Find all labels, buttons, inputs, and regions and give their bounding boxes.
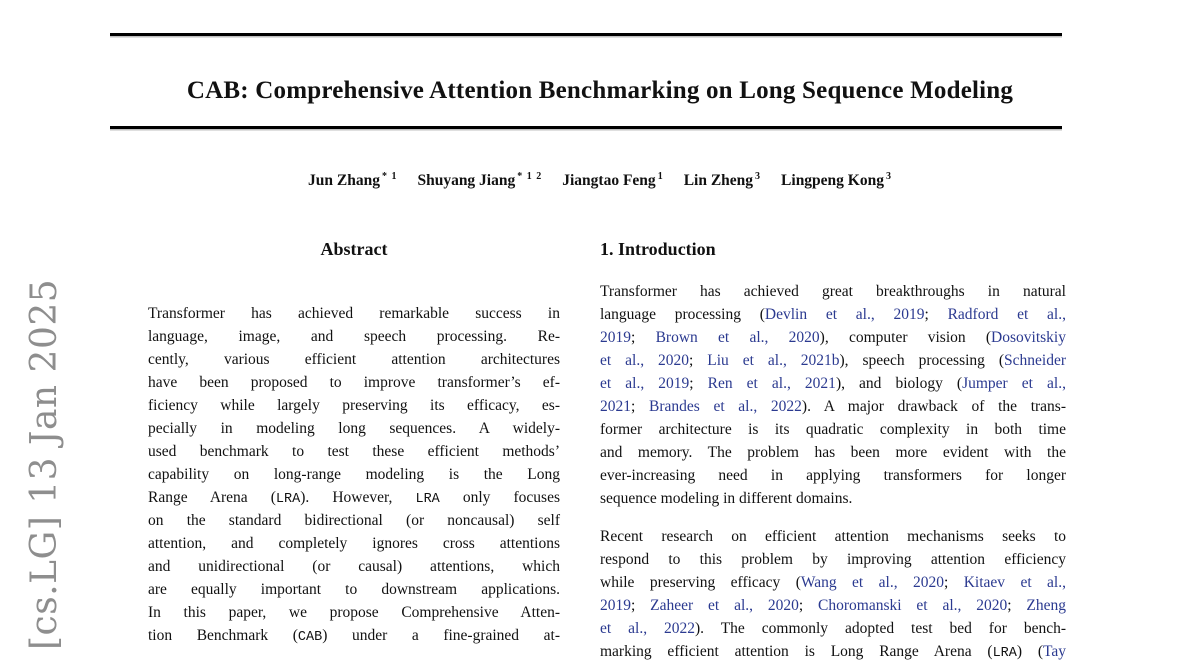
citation-link[interactable]: Radford et al., [947, 306, 1066, 323]
text-line: respond to this problem by improving attention efficiency [600, 551, 1066, 568]
text-line: Transformer has achieved great breakthroughs in natural [600, 283, 1066, 300]
author-name: Jiangtao Feng [562, 172, 656, 190]
title-rule-bottom [110, 126, 1062, 129]
section-heading-introduction: 1. Introduction [600, 239, 716, 259]
monospace-term: LRA [992, 646, 1017, 661]
author [562, 172, 663, 189]
citation-link[interactable]: Brandes et al., 2022 [648, 398, 802, 415]
monospace-term: LRA [275, 492, 301, 507]
text-line: and memory. The problem has been more evident with the [600, 444, 1066, 461]
citation-link[interactable]: Devlin et al., 2019 [764, 306, 925, 323]
citation-link[interactable]: Zaheer et al., 2020 [650, 597, 799, 614]
text-line: pecially in modeling long sequences. A widely- [148, 420, 560, 437]
text-line: et al., 2019; Ren et al., 2021), and biology (Jumper et al., [600, 375, 1066, 392]
citation-link[interactable]: 2019 [600, 329, 631, 346]
citation-link[interactable]: Jumper et al., [962, 375, 1066, 392]
citation-link[interactable]: Wang et al., 2020 [800, 574, 944, 591]
text-line: tion Benchmark (CAB) under a fine-grained at- [148, 627, 560, 645]
citation-link[interactable]: 2021 [600, 398, 631, 415]
citation-link[interactable]: Ren et al., 2021 [707, 375, 836, 392]
monospace-term: CAB [297, 630, 323, 645]
text-line: attention, and completely ignores cross attentions [148, 535, 560, 552]
text-line: 2021; Brandes et al., 2022). A major drawback of the trans- [600, 398, 1067, 415]
author [684, 172, 761, 189]
text-line: former architecture is its quadratic complexity in both time [600, 421, 1066, 438]
citation-link[interactable]: et al., 2019 [600, 375, 690, 392]
text-line: et al., 2020; Liu et al., 2021b), speech processing (Schneider [600, 352, 1066, 369]
text-line: ever-increasing need in applying transformers for longer [600, 467, 1066, 484]
citation-link[interactable]: et al., 2022 [600, 620, 696, 637]
text-line: Range Arena (LRA). However, LRA only focuses [148, 489, 560, 507]
citation-link[interactable]: Choromanski et al., 2020 [818, 597, 1008, 614]
text-line: cently, various efficient attention architectures [148, 351, 560, 368]
citation-link[interactable]: Zheng [1026, 597, 1067, 614]
author [308, 172, 397, 189]
author-affiliation-superscript: 1 [657, 171, 664, 182]
monospace-term: LRA [415, 492, 440, 507]
citation-link[interactable]: Tay [1042, 643, 1066, 660]
citation-link[interactable]: et al., 2020 [600, 352, 690, 369]
text-line: et al., 2022). The commonly adopted test bed for bench- [600, 620, 1066, 637]
text-line: are equally important to downstream applications. [148, 581, 560, 598]
text-line: used benchmark to test these efficient methods’ [148, 443, 560, 460]
text-line: In this paper, we propose Comprehensive Atten- [148, 604, 560, 621]
text-line: while preserving efficacy (Wang et al., 2020; Kitaev et al., [600, 574, 1066, 591]
text-line: 2019; Brown et al., 2020), computer vision (Dosovitskiy [600, 329, 1066, 346]
text-line: language, image, and speech processing. Re- [148, 328, 560, 345]
text-line: marking efficient attention is Long Range Arena (LRA) (Tay [600, 643, 1066, 661]
arxiv-stamp: [cs.LG] 13 Jan 2025 [24, 278, 65, 650]
introduction-paragraph-2 [600, 525, 1066, 663]
text-line: on the standard bidirectional (or noncausal) self [148, 512, 560, 529]
author-affiliation-superscript: 3 [885, 171, 892, 182]
text-line: language processing (Devlin et al., 2019; Radford et al., [600, 306, 1066, 323]
abstract-body [148, 302, 560, 647]
author-affiliation-superscript: 3 [755, 171, 762, 182]
author-name: Lingpeng Kong [781, 172, 884, 190]
citation-link[interactable]: Schneider [1004, 352, 1066, 369]
abstract-heading: Abstract [320, 239, 388, 259]
author-name: Shuyang Jiang [417, 172, 516, 190]
author-name: Lin Zheng [683, 172, 754, 190]
text-line: ficiency while largely preserving its efficacy, es- [148, 397, 560, 414]
citation-link[interactable]: Brown et al., 2020 [655, 329, 820, 346]
author [417, 172, 542, 189]
author-affiliation-superscript: * 1 2 [517, 171, 543, 182]
citation-link[interactable]: Dosovitskiy [991, 329, 1066, 346]
author [781, 172, 892, 189]
text-line: capability on long-range modeling is the Long [148, 466, 560, 483]
text-line: sequence modeling in different domains. [600, 490, 853, 507]
text-line: Transformer has achieved remarkable success in [148, 305, 560, 322]
author-name: Jun Zhang [308, 172, 380, 190]
introduction-paragraph-1 [600, 280, 1066, 510]
citation-link[interactable]: Liu et al., 2021b [707, 352, 840, 369]
text-line: and unidirectional (or causal) attentions, which [148, 558, 560, 575]
text-line: have been proposed to improve transformer’s ef- [148, 374, 560, 391]
title-rule-top [110, 33, 1062, 36]
text-line: 2019; Zaheer et al., 2020; Choromanski et al., 2020; Zheng [600, 597, 1067, 614]
citation-link[interactable]: Kitaev et al., [963, 574, 1066, 591]
author-line [0, 171, 1200, 190]
paper-title: CAB: Comprehensive Attention Benchmarking on Long Sequence Modeling [186, 76, 1014, 104]
citation-link[interactable]: 2019 [600, 597, 631, 614]
author-affiliation-superscript: * 1 [381, 171, 398, 182]
text-line: Recent research on efficient attention mechanisms seeks to [600, 528, 1066, 545]
